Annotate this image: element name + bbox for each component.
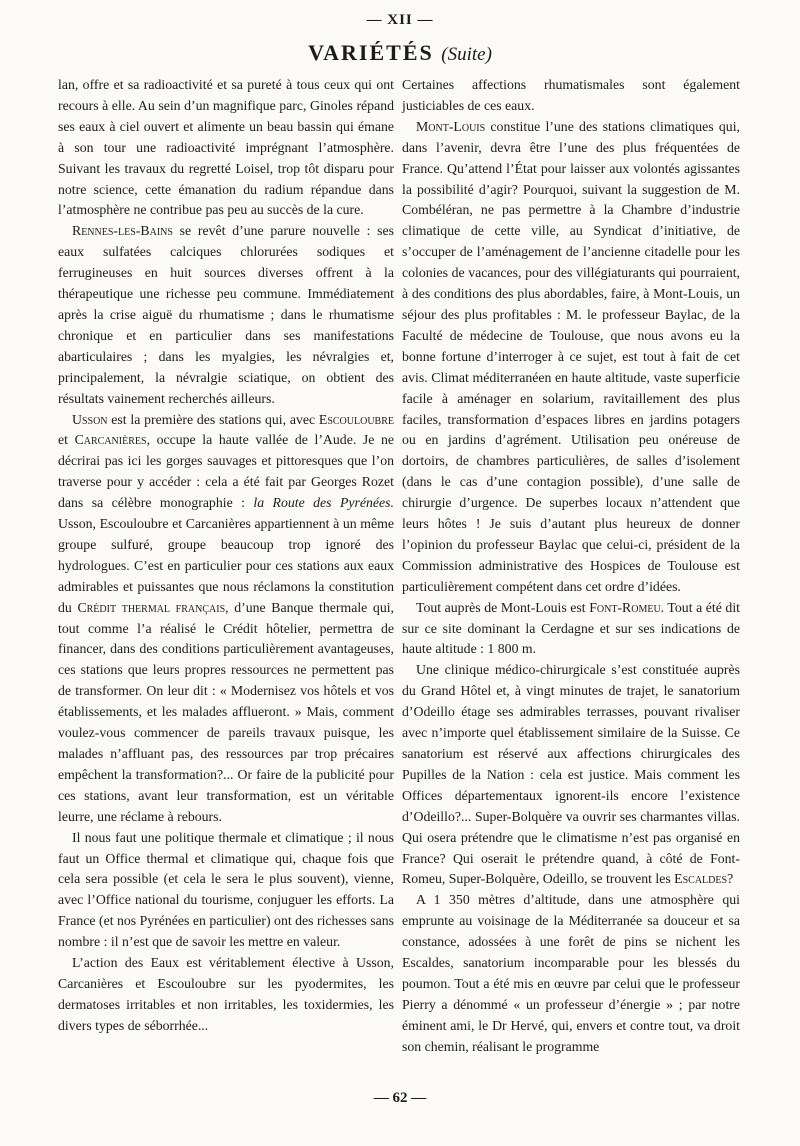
title-suffix: (Suite) bbox=[441, 44, 492, 65]
paragraph-text: Une clinique médico-chirurgicale s’est constituée auprès du Grand Hôtel et, à vingt minutes de trajet, le sanatorium d’Odeillo étage ses admirables terrasses, pouvant rivaliser avec n’importe quel établissement similaire de la Suisse. Ce sanatorium est réservé aux affections chirurgicales des Pupilles de la Nation : cela est justice. Mais comment les Offices départementaux ignorent-ils encore l’existence d’Odeillo?... Super-Bolquère va ouvrir ses charmantes villas. Qui osera prétendre que le climatisme n’est pas organisé en France? Qui oserait le prétendre quand, à côté de Font-Romeu, Super-Bolquère, Odeillo, se trouvent les bbox=[402, 662, 740, 887]
paragraph-text: ? bbox=[727, 871, 734, 887]
doctor-abbrev: Dr bbox=[492, 1017, 507, 1033]
paragraph bbox=[58, 221, 394, 409]
paragraph-text: Tout auprès de Mont-Louis est bbox=[416, 599, 590, 615]
page-title bbox=[0, 40, 800, 66]
paragraph: L’action des Eaux est véritablement élective à Usson, Carcanières et Escouloubre sur les pyodermites, les dermatoses irritables et non irritables, les toxidermies, les divers types de séborrhée... bbox=[58, 955, 394, 1033]
station-name: Escouloubre bbox=[318, 411, 394, 427]
paragraph: lan, offre et sa radioactivité et sa pureté à tous ceux qui ont recours à elle. Au sein d’un magnifique parc, Ginoles répand ses eaux à ciel ouvert et alimente un beau bassin qui émane à son tour une radioactivité imprégnant l’atmosphère. Suivant les travaux du regretté Loisel, trop tôt disparu pour notre science, cette émanation du radium répandue dans l’atmosphère ne contribue pas peu au succès de la cure. bbox=[58, 77, 394, 218]
paragraph-text: constitue l’une des stations climatiques qui, dans l’avenir, devra être l’une des plus fréquentées de France. Qu’attend l’État pour laisser aux volontés agissantes la possibilité d’agir? Pourquoi, suivant la suggestion de M. Combéléran, ne pas permettre à la Chambre d’industrie climatique de cette ville, au Syndicat d’initiative, de s’occuper de l’aménagement de l’ancienne citadelle pour les colonies de vacances, pour des villégiaturants qui pourraient, à des conditions des plus abordables, faire, à Mont-Louis, un séjour des plus profitables : M. le professeur Baylac, de la Faculté de médecine de Toulouse, que nous avons eu la bonne fortune d’interroger à ce sujet, est tout à fait de cet avis. Climat méditerranéen en haute altitude, vaste superficie facile à aménager en solarium, ravitaillement des plus faciles, transformation d’espaces libres en jardins potagers ou en jardins d’agrément. Utilisation peu onéreuse de dortoirs, de chambres particulières, de salles d’isolement (dans le cas d’une contagion possible), d’une salle de chirurgie d’urgence. De superbes locaux n’attendent que leurs hôtes ! Je suis d’autant plus heureux de donner l’opinion du professeur Baylac que celui-ci, président de la Commission administrative des Hospices de Toulouse est particulièrement compétent dans cet ordre d’idées. bbox=[402, 118, 740, 594]
page-roman-numeral: — XII — bbox=[366, 12, 434, 28]
right-column bbox=[402, 75, 740, 1058]
paragraph-text: . Tout a été dit sur ce site dominant la Cerdagne et sur ses indications de haute altitude : 1 800 m. bbox=[402, 599, 740, 657]
station-name: Usson bbox=[72, 411, 108, 427]
paragraph: Il nous faut une politique thermale et climatique ; il nous faut un Office thermal et climatique qui, chaque fois que cela sera possible (et cela le sera le plus souvent), vienne, avec l’Office national du tourisme, conjuguer les efforts. La France (et nos Pyrénées en particulier) ont des richesses sans nombre : il n’est que de savoir les mettre en valeur. bbox=[58, 829, 394, 950]
paragraph bbox=[58, 410, 394, 828]
left-column bbox=[58, 75, 394, 1037]
paragraph-text: Hervé, qui, envers et contre tout, va droit son chemin, réalisant le programme bbox=[402, 1017, 740, 1054]
paragraph bbox=[402, 598, 740, 661]
paragraph-text: A 1 350 mètres d’altitude, dans une atmosphère qui emprunte au voisinage de la Méditerranée sa douceur et sa constance, adossées à une forêt de pins se nichent les Escaldes, sanatorium incomparable pour les blessés du poumon. Tout a été mis en œuvre par celui que le professeur Pierry a dénommé « un professeur d’énergie » ; par notre éminent ami, le bbox=[402, 892, 740, 1033]
title-main: VARIÉTÉS bbox=[308, 40, 434, 65]
paragraph: Certaines affections rhumatismales sont également justiciables de ces eaux. bbox=[402, 77, 740, 113]
book-title: la Route des Pyrénées. bbox=[253, 495, 394, 511]
paragraph-text: Usson, Escouloubre et Carcanières appartiennent à un même groupe sulfuré, groupe beaucoup trop ignoré des hydrologues. C’est en particulier pour ces stations aux eaux admirables et puissantes que nous réclamons la constitution du bbox=[58, 516, 394, 615]
paragraph-text: et bbox=[58, 432, 75, 448]
station-name: Carcanières bbox=[74, 432, 147, 448]
station-name: Escaldes bbox=[674, 871, 728, 887]
paragraph-text: , occupe la haute vallée de l’Aude. Je ne décrirai pas ici les gorges sauvages et pittoresques que l’on traverse pour y accéder : cela a été fait par Georges Rozet dans sa célèbre monographie : bbox=[58, 432, 394, 511]
paragraph bbox=[402, 117, 740, 598]
paragraph-text: se revêt d’une parure nouvelle : ses eaux sulfatées calciques chlorurées sodiques et ferrugineuses en huit sources diverses offrent à la thérapeutique une richesse peu commune. Immédiatement après la crise aiguë du rhumatisme ; dans le rhumatisme chronique et en particulier dans ses manifestations abarticulaires ; dans les myalgies, les névralgies et, principalement, la névralgie sciatique, on obtient des résultats vainement recherchés ailleurs. bbox=[58, 223, 394, 406]
station-name: Rennes-les-Bains bbox=[72, 223, 173, 239]
station-name: Font-Romeu bbox=[589, 599, 661, 615]
paragraph bbox=[402, 890, 740, 1057]
paragraph bbox=[402, 660, 740, 890]
credit-name: Crédit thermal français bbox=[77, 599, 226, 615]
paragraph-text: est la première des stations qui, avec bbox=[107, 411, 319, 427]
station-name: Mont-Louis bbox=[416, 118, 486, 134]
page-number: — 62 — bbox=[373, 1090, 427, 1106]
paragraph-text: , d’une Banque thermale qui, tout comme l’a réalisé le Crédit hôtelier, permettra de financer, dans des conditions particulièrement avantageuses, ces stations que leurs propres ressources ne permettent pas de transformer. On leur dit : « Modernisez vos hôtels et vos établissements, et les malades afflueront. » Mais, comment voulez-vous commencer de pareils travaux puisque, les malades n’affluant pas, des ressources par trop précaires empêchent la transformation?... Or faire de la publicité pour ces stations, avant leur transformation, est un véritable leurre, une réclame à rebours. bbox=[58, 599, 395, 824]
